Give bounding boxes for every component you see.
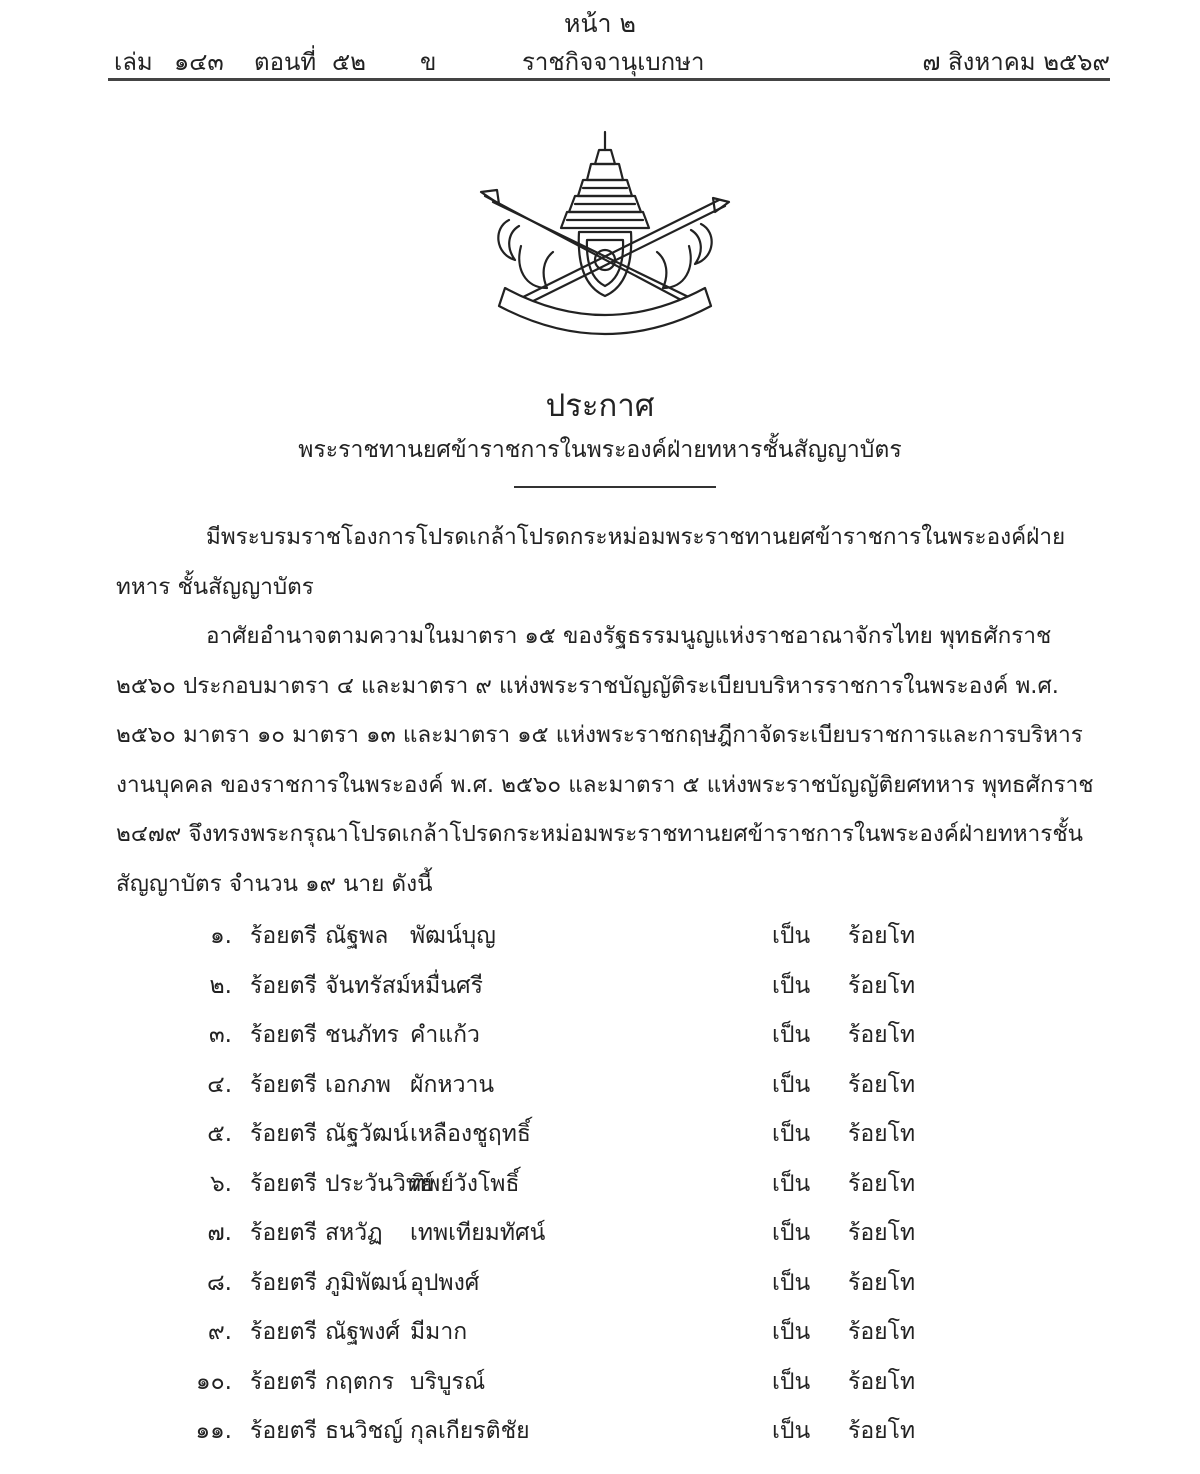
first-name: จันทรัสม์ [325,972,411,999]
list-item [0,1108,1200,1158]
current-rank: ร้อยตรี [250,972,317,999]
last-name: ทิพย์วังโพธิ์ [410,1170,520,1197]
list-item [0,1306,1200,1356]
promotion-word: เป็น [772,1418,811,1444]
promotion-word: เป็น [772,1170,811,1197]
new-rank: ร้อยโท [848,1071,916,1098]
new-rank: ร้อยโท [848,923,916,949]
last-name: เทพเทียมทัศน์ [410,1220,546,1246]
new-rank: ร้อยโท [848,1170,916,1197]
list-item [0,1356,1200,1406]
first-name: ภูมิพัฒน์ [325,1269,407,1296]
current-rank: ร้อยตรี [250,1121,317,1147]
item-number: ๑. [210,923,232,949]
current-rank: ร้อยตรี [250,1269,317,1296]
title-divider [514,486,716,488]
list-item [0,1059,1200,1109]
promotion-word: เป็น [772,1071,811,1098]
royal-seal-icon [475,128,735,348]
list-item [0,960,1200,1010]
issue-label: ตอนที่ [254,48,317,76]
current-rank: ร้อยตรี [250,1319,317,1345]
announcement-subtitle: พระราชทานยศข้าราชการในพระองค์ฝ่ายทหารชั้นสัญญาบัตร [298,437,902,463]
first-name: เอกภพ [325,1071,391,1098]
last-name: อุปพงศ์ [410,1269,480,1296]
first-name: สหวัฏ [325,1220,383,1246]
intro-paragraph: มีพระบรมราชโองการโปรดเกล้าโปรดกระหม่อมพระราชทานยศข้าราชการในพระองค์ฝ่ายทหาร ชั้นสัญญาบัตร [116,524,1066,600]
new-rank: ร้อยโท [848,1121,916,1147]
last-name: บริบูรณ์ [410,1368,486,1395]
new-rank: ร้อยโท [848,1368,916,1395]
last-name: มีมาก [410,1319,468,1345]
new-rank: ร้อยโท [848,1269,916,1296]
authority-paragraph: อาศัยอำนาจตามความในมาตรา ๑๕ ของรัฐธรรมนูญแห่งราชอาณาจักรไทย พุทธศักราช ๒๕๖๐ ประกอบมาตรา ๔ และมาตรา ๙ แห่งพระราชบัญญัติระเบียบบริหารราชการในพระองค์ พ.ศ. ๒๕๖๐ มาตรา ๑๐ มาตรา ๑๓ และมาตรา ๑๕ แห่งพระราชกฤษฎีกาจัดระเบียบราชการและการบริหารงานบุคคล ของราชการในพระองค์ พ.ศ. ๒๕๖๐ และมาตรา ๕ แห่งพระราชบัญญัติยศทหาร พุทธศักราช ๒๔๗๙ จึงทรงพระกรุณาโปรดเกล้าโปรดกระหม่อมพระราชทานยศข้าราชการในพระองค์ฝ่ายทหารชั้นสัญญาบัตร จำนวน ๑๙ นาย ดังนี้ [116,623,1094,897]
current-rank: ร้อยตรี [250,1220,317,1246]
promotion-word: เป็น [772,923,811,949]
first-name: ประวันวิทย์ [325,1170,435,1197]
item-number: ๕. [207,1121,232,1147]
last-name: พัฒน์บุญ [410,923,496,949]
publication-name: ราชกิจจานุเบกษา [522,48,705,76]
list-item [0,1257,1200,1307]
new-rank: ร้อยโท [848,1319,916,1345]
volume-label: เล่ม [114,48,153,76]
list-item [0,1009,1200,1059]
current-rank: ร้อยตรี [250,1170,317,1197]
new-rank: ร้อยโท [848,1022,916,1048]
current-rank: ร้อยตรี [250,1022,317,1048]
promotion-word: เป็น [772,1269,811,1296]
new-rank: ร้อยโท [848,1418,916,1444]
first-name: ธนวิชญ์ [325,1418,403,1444]
current-rank: ร้อยตรี [250,1368,317,1395]
promotion-word: เป็น [772,972,811,999]
promotion-word: เป็น [772,1368,811,1395]
section-letter: ข [420,48,437,76]
list-item [0,1405,1200,1455]
first-name: ณัฐพงศ์ [325,1319,401,1345]
issue-date: ๗ สิงหาคม ๒๕๖๙ [922,48,1110,76]
list-item [0,1207,1200,1257]
promotion-word: เป็น [772,1121,811,1147]
first-name: ณัฐพล [325,923,389,949]
last-name: กุลเกียรติชัย [410,1418,530,1444]
new-rank: ร้อยโท [848,972,916,999]
promotion-word: เป็น [772,1220,811,1246]
promotion-list [0,910,1200,1455]
item-number: ๑๐. [196,1368,232,1395]
last-name: ผักหวาน [410,1071,495,1098]
page-number: หน้า ๒ [563,9,637,38]
item-number: ๓. [208,1022,232,1048]
item-number: ๗. [207,1220,232,1246]
item-number: ๑๑. [195,1418,232,1444]
first-name: กฤตกร [325,1368,395,1395]
item-number: ๖. [210,1170,232,1197]
header-divider [108,78,1110,81]
item-number: ๔. [207,1071,232,1098]
last-name: หมื่นศรี [410,972,483,999]
list-item [0,1158,1200,1208]
new-rank: ร้อยโท [848,1220,916,1246]
last-name: คำแก้ว [410,1022,480,1048]
promotion-word: เป็น [772,1022,811,1048]
list-item [0,910,1200,960]
gazette-header [108,42,1110,78]
announcement-title: ประกาศ [545,388,655,424]
item-number: ๘. [206,1269,232,1296]
first-name: ชนภัทร [325,1022,400,1048]
item-number: ๒. [209,972,232,999]
volume-number: ๑๔๓ [174,48,224,76]
current-rank: ร้อยตรี [250,923,317,949]
item-number: ๙. [207,1319,232,1345]
first-name: ณัฐวัฒน์ [325,1121,409,1147]
current-rank: ร้อยตรี [250,1071,317,1098]
promotion-word: เป็น [772,1319,811,1345]
current-rank: ร้อยตรี [250,1418,317,1444]
issue-number: ๕๒ [332,48,366,76]
last-name: เหลืองชูฤทธิ์ [410,1121,531,1147]
